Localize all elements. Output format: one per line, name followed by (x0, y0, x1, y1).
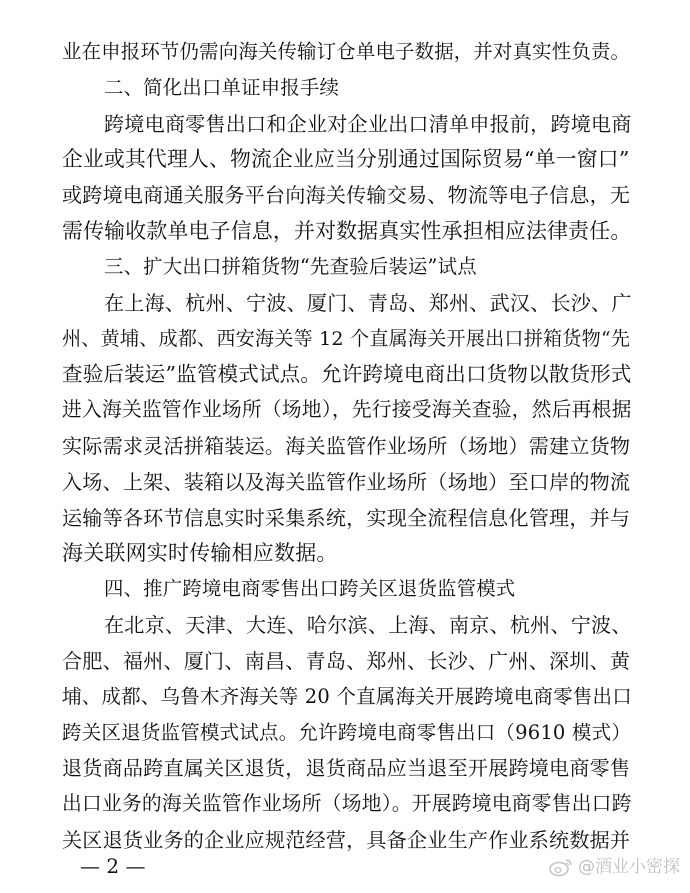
text-line: 出口业务的海关监管作业场所（场地）。开展跨境电商零售出口跨 (62, 792, 632, 815)
text-line: 合肥、福州、厦门、南昌、青岛、郑州、长沙、广州、深圳、黄 (62, 649, 631, 673)
section-heading: 三、扩大出口拼箱货物“先查验后装运”试点 (104, 255, 477, 278)
text-line: 需传输收款单电子信息，并对数据真实性承担相应法律责任。 (62, 219, 632, 243)
text-line: 企业或其代理人、物流企业应当分别通过国际贸易“单一窗口” (62, 147, 630, 171)
section-heading: 二、简化出口单证申报手续 (104, 76, 340, 99)
text-line: 业在申报环节仍需向海关传输订仓单电子数据，并对真实性负责。 (62, 40, 631, 63)
text-line: 退货商品跨直属关区退货，退货商品应当退至开展跨境电商零售 (62, 756, 631, 780)
text-line: 或跨境电商通关服务平台向海关传输交易、物流等电子信息，无 (62, 183, 631, 207)
text-line: 海关联网实时传输相应数据。 (62, 541, 338, 565)
watermark-text: @酒业小密探 (578, 857, 680, 877)
text-line: 入场、上架、装箱以及海关监管作业场所（场地）至口岸的物流 (62, 470, 631, 494)
text-line: 实际需求灵活拼箱装运。海关监管作业场所（场地）需建立货物 (62, 434, 631, 458)
text-line: 进入海关监管作业场所（场地），先行接受海关查验，然后再根据 (62, 398, 632, 421)
text-line: 运输等各环节信息实时采集系统，实现全流程信息化管理，并与 (62, 506, 631, 530)
text-line: 查验后装运”监管模式试点。允许跨境电商出口货物以散货形式 (62, 362, 632, 386)
watermark (548, 856, 680, 878)
text-line: 在上海、杭州、宁波、厦门、青岛、郑州、武汉、长沙、广 (104, 291, 632, 315)
page-number: — 2 — (80, 854, 146, 878)
text-line: 州、黄埔、成都、西安海关等 12 个直属海关开展出口拼箱货物“先 (62, 327, 631, 350)
text-line: 关区退货业务的企业应规范经营，具备企业生产作业系统数据并 (62, 828, 631, 852)
text-line: 跨关区退货监管模式试点。允许跨境电商零售出口（9610 模式） (62, 721, 632, 744)
text-line: 在北京、天津、大连、哈尔滨、上海、南京、杭州、宁波、 (104, 613, 632, 637)
section-heading: 四、推广跨境电商零售出口跨关区退货监管模式 (104, 577, 516, 600)
text-line: 跨境电商零售出口和企业对企业出口清单申报前，跨境电商 (104, 112, 632, 136)
text-line: 埔、成都、乌鲁木齐海关等 20 个直属海关开展跨境电商零售出口 (62, 685, 632, 708)
weibo-icon (548, 857, 574, 877)
